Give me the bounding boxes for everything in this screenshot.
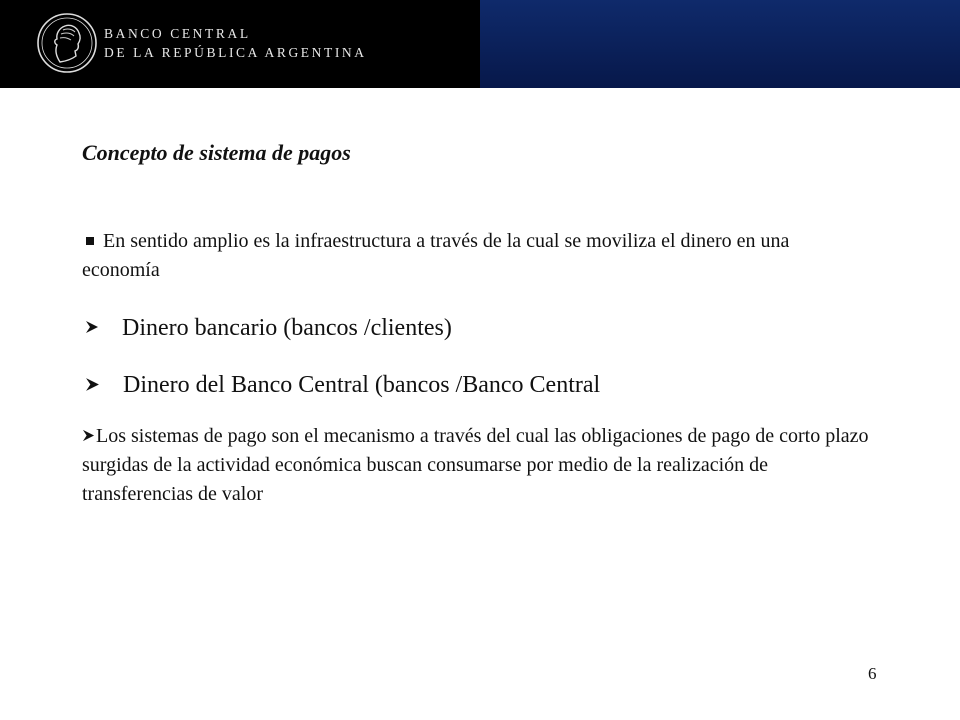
paragraph-amplio-text: En sentido amplio es la infraestructura a través de la cual se moviliza el dinero en una economía [82,230,790,281]
arrow-bullet-icon [85,377,100,392]
square-bullet-icon [86,237,94,245]
paragraph-sistemas [82,422,882,509]
bullet-item [85,312,452,344]
slide-title: Concepto de sistema de pagos [82,140,351,165]
paragraph-amplio [82,227,872,285]
bullet-item-text: Dinero bancario (bancos /clientes) [122,315,452,341]
bullet-item-text: Dinero del Banco Central (bancos /Banco Central [123,372,601,398]
arrow-bullet-icon [85,320,99,334]
bank-name-line2: DE LA REPÚBLICA ARGENTINA [104,45,367,60]
header-blue-panel [480,0,960,88]
arrow-bullet-icon [82,429,95,442]
paragraph-sistemas-text: Los sistemas de pago son el mecanismo a través del cual las obligaciones de pago de corto plazo surgidas de la actividad económica buscan consumarse por medio de la realización de transferencias de valor [82,425,869,505]
bank-name [104,24,367,62]
seal-profile-icon [36,12,98,74]
header-black-panel [0,0,480,88]
bullet-item [85,369,600,401]
page-number: 6 [868,664,877,683]
bank-name-line1: BANCO CENTRAL [104,26,251,41]
slide-header [0,0,960,88]
